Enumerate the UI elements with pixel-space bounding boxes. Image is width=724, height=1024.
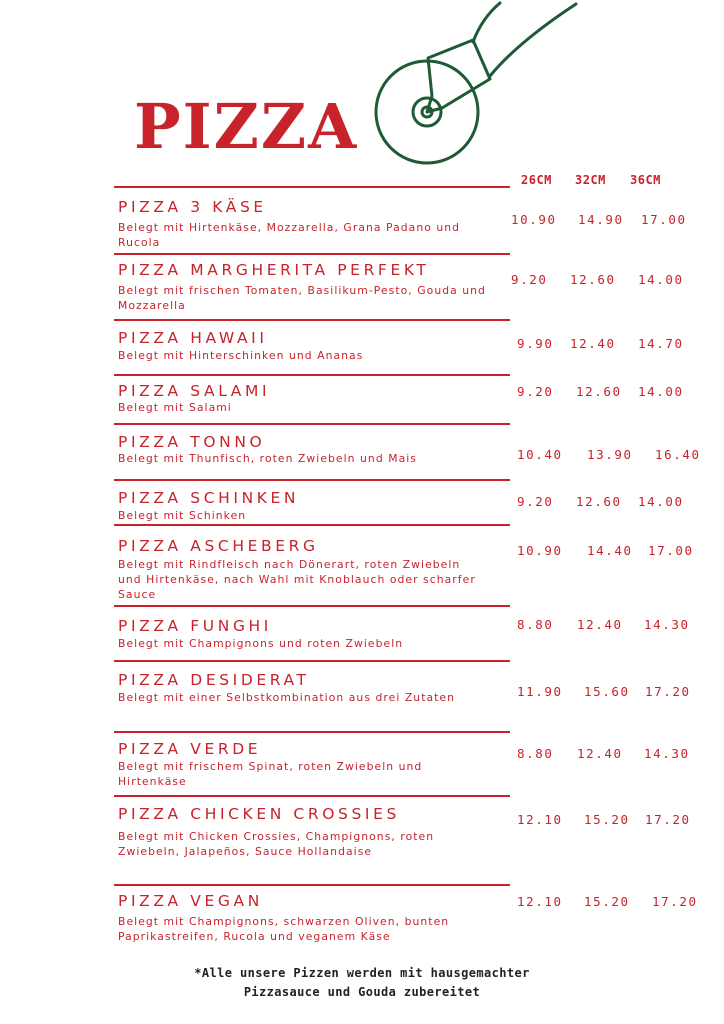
price-26: 8.80	[517, 617, 554, 632]
price-36: 14.00	[638, 272, 684, 287]
item-desc: Belegt mit Champignons und roten Zwiebeln	[118, 637, 404, 650]
divider	[114, 660, 510, 662]
price-36: 17.20	[645, 684, 691, 699]
price-36: 17.20	[645, 812, 691, 827]
item-desc: Belegt mit Hirtenkäse, Mozzarella, Grana Padano und Rucola	[118, 221, 461, 249]
price-36: 17.00	[648, 543, 694, 558]
item-name: PIZZA VERDE	[118, 740, 262, 758]
divider	[114, 731, 510, 733]
divider	[114, 186, 510, 188]
divider	[114, 374, 510, 376]
price-36: 17.20	[652, 894, 698, 909]
item-name: PIZZA FUNGHI	[118, 617, 272, 635]
size-header-26: 26CM	[521, 173, 552, 187]
price-26: 9.20	[517, 494, 554, 509]
price-36: 14.30	[644, 746, 690, 761]
price-36: 14.00	[638, 384, 684, 399]
item-desc: Belegt mit frischem Spinat, roten Zwiebeln und Hirtenkäse	[118, 760, 423, 788]
price-26: 9.90	[517, 336, 554, 351]
item-name: PIZZA TONNO	[118, 433, 266, 451]
item-name: PIZZA 3 KÄSE	[118, 198, 267, 216]
price-26: 9.20	[511, 272, 548, 287]
price-32: 12.40	[577, 746, 623, 761]
price-32: 14.40	[587, 543, 633, 558]
divider	[114, 605, 510, 607]
item-name: PIZZA ASCHEBERG	[118, 537, 319, 555]
item-name: PIZZA CHICKEN CROSSIES	[118, 805, 400, 823]
price-32: 12.40	[577, 617, 623, 632]
price-32: 12.60	[576, 494, 622, 509]
item-name: PIZZA HAWAII	[118, 329, 268, 347]
divider	[114, 884, 510, 886]
divider	[114, 319, 510, 321]
divider	[114, 479, 510, 481]
item-desc: Belegt mit einer Selbstkombination aus drei Zutaten	[118, 691, 456, 704]
price-36: 14.00	[638, 494, 684, 509]
divider	[114, 253, 510, 255]
price-26: 12.10	[517, 812, 563, 827]
price-36: 17.00	[641, 212, 687, 227]
price-32: 13.90	[587, 447, 633, 462]
price-32: 15.20	[584, 894, 630, 909]
price-26: 10.40	[517, 447, 563, 462]
price-36: 14.70	[638, 336, 684, 351]
divider	[114, 795, 510, 797]
item-desc: Belegt mit frischen Tomaten, Basilikum-Pesto, Gouda und Mozzarella	[118, 284, 486, 312]
divider	[114, 423, 510, 425]
page-title: PIZZA	[134, 90, 359, 163]
price-36: 14.30	[644, 617, 690, 632]
item-desc: Belegt mit Thunfisch, roten Zwiebeln und Mais	[118, 452, 417, 465]
item-desc: Belegt mit Champignons, schwarzen Oliven, bunten Paprikastreifen, Rucola und veganem Käse	[118, 915, 450, 943]
divider	[114, 524, 510, 526]
price-26: 10.90	[517, 543, 563, 558]
price-32: 12.60	[576, 384, 622, 399]
pizza-cutter-icon	[370, 0, 590, 170]
price-26: 9.20	[517, 384, 554, 399]
size-header-32: 32CM	[575, 173, 606, 187]
price-36: 16.40	[655, 447, 701, 462]
item-desc: Belegt mit Salami	[118, 401, 232, 414]
item-name: PIZZA MARGHERITA PERFEKT	[118, 261, 430, 279]
item-desc: Belegt mit Chicken Crossies, Champignons, roten Zwiebeln, Jalapeños, Sauce Hollandaise	[118, 830, 435, 858]
item-desc: Belegt mit Rindfleisch nach Dönerart, roten Zwiebeln und Hirtenkäse, nach Wahl mit Knoblauch oder scharfer Sauce	[118, 558, 476, 601]
price-32: 14.90	[578, 212, 624, 227]
item-name: PIZZA SCHINKEN	[118, 489, 300, 507]
footnote-line-1: *Alle unsere Pizzen werden mit hausgemachter	[194, 966, 530, 980]
price-26: 11.90	[517, 684, 563, 699]
item-name: PIZZA SALAMI	[118, 382, 271, 400]
item-name: PIZZA VEGAN	[118, 892, 263, 910]
size-header-36: 36CM	[630, 173, 661, 187]
price-26: 10.90	[511, 212, 557, 227]
price-32: 15.20	[584, 812, 630, 827]
item-name: PIZZA DESIDERAT	[118, 671, 310, 689]
price-26: 8.80	[517, 746, 554, 761]
footnote	[150, 964, 574, 1002]
item-desc: Belegt mit Hinterschinken und Ananas	[118, 349, 364, 362]
price-32: 12.40	[570, 336, 616, 351]
item-desc: Belegt mit Schinken	[118, 509, 247, 522]
price-26: 12.10	[517, 894, 563, 909]
price-32: 15.60	[584, 684, 630, 699]
footnote-line-2: Pizzasauce und Gouda zubereitet	[243, 985, 481, 999]
price-32: 12.60	[570, 272, 616, 287]
